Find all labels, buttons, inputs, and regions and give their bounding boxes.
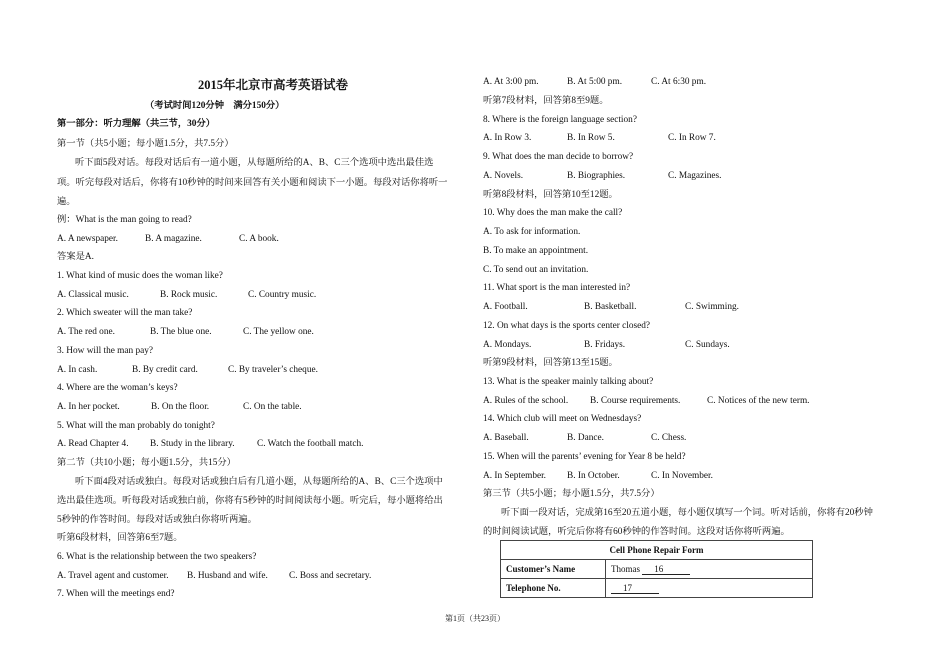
option-b: B. Dance. [567, 433, 604, 443]
option-c: C. In Row 7. [668, 133, 716, 143]
question-13-options [483, 395, 810, 407]
option-a: A. Novels. [483, 171, 524, 181]
section2-instruction-1: 听下面4段对话或独白。每段对话或独白后有几道小题，从每题所给的A、B、C三个选项中 [75, 477, 443, 487]
example-answer: 答案是A. [57, 252, 94, 262]
option-c: C. At 6:30 pm. [651, 77, 707, 87]
question-9-options [483, 170, 721, 182]
section3-heading: 第三节（共5小题；每小题1.5分，共7.5分） [483, 489, 660, 499]
question-1: 1. What kind of music does the woman like? [57, 271, 223, 281]
customer-name-prefix: Thomas [611, 563, 640, 574]
question-14: 14. Which club will meet on Wednesdays? [483, 414, 642, 424]
question-12: 12. On what days is the sports center closed? [483, 321, 651, 331]
question-10: 10. Why does the man make the call? [483, 208, 623, 218]
option-c: C. Chess. [651, 433, 687, 443]
option-a: A. Football. [483, 302, 528, 312]
question-14-options [483, 432, 686, 444]
option-b: B. By credit card. [132, 365, 198, 375]
question-13: 13. What is the speaker mainly talking about? [483, 377, 654, 387]
question-10-option-b: B. To make an appointment. [483, 246, 589, 256]
question-6: 6. What is the relationship between the two speakers? [57, 552, 257, 562]
option-a: A. The red one. [57, 327, 115, 337]
form-label-telephone: Telephone No. [501, 579, 606, 598]
question-1-options [57, 289, 316, 301]
option-b: B. Course requirements. [590, 396, 681, 406]
option-c: C. Country music. [248, 290, 317, 300]
option-c: C. In November. [651, 471, 713, 481]
option-b: B. Husband and wife. [187, 571, 268, 581]
repair-form-table [500, 540, 813, 598]
section2-instruction-2: 选出最佳选项。听每段对话或独白前，你将有5秒钟的时间阅读每小题。听完后，每小题将给出 [57, 496, 443, 506]
question-9: 9. What does the man decide to borrow? [483, 152, 634, 162]
section1-instruction-2: 项。听完每段对话后，你将有10秒钟的时间来回答有关小题和阅读下一小题。每段对话你将听一 [57, 178, 448, 188]
form-row [501, 579, 813, 598]
question-5-options [57, 438, 363, 450]
material-9-heading: 听第9段材料，回答第13至15题。 [483, 358, 618, 368]
option-a: A. At 3:00 pm. [483, 77, 539, 87]
question-15: 15. When will the parents’ evening for Year 8 be held? [483, 452, 686, 462]
option-b: B. The blue one. [150, 327, 212, 337]
question-8-options [483, 132, 716, 144]
question-4: 4. Where are the woman’s keys? [57, 383, 178, 393]
option-c: C. Watch the football match. [257, 439, 364, 449]
blank-16[interactable]: 16 [642, 564, 690, 575]
option-c: C. On the table. [243, 402, 302, 412]
part1-heading: 第一部分：听力理解（共三节，30分） [57, 119, 216, 129]
exam-subtitle: （考试时间120分钟 满分150分） [145, 101, 285, 111]
option-c: C. Notices of the new term. [707, 396, 810, 406]
option-c: C. A book. [239, 234, 279, 244]
option-b: B. Basketball. [584, 302, 637, 312]
section2-heading: 第二节（共10小题；每小题1.5分，共15分） [57, 458, 236, 468]
question-4-options [57, 401, 302, 413]
option-b: B. Biographies. [567, 171, 626, 181]
blank-17[interactable]: 17 [611, 583, 659, 594]
question-6-options [57, 570, 371, 582]
option-a: A. Read Chapter 4. [57, 439, 129, 449]
example-question: 例：What is the man going to read? [57, 215, 192, 225]
question-11-options [483, 301, 739, 313]
option-c: C. The yellow one. [243, 327, 314, 337]
option-c: C. Sundays. [685, 340, 730, 350]
question-11: 11. What sport is the man interested in? [483, 283, 631, 293]
option-a: A. In Row 3. [483, 133, 532, 143]
question-3-options [57, 364, 318, 376]
question-3: 3. How will the man pay? [57, 346, 154, 356]
option-c: C. Swimming. [685, 302, 739, 312]
option-b: B. A magazine. [145, 234, 202, 244]
option-b: B. Fridays. [584, 340, 626, 350]
option-c: C. By traveler’s cheque. [228, 365, 318, 375]
example-options [57, 233, 279, 245]
option-a: A. In cash. [57, 365, 98, 375]
question-2: 2. Which sweater will the man take? [57, 308, 193, 318]
exam-title: 2015年北京市高考英语试卷 [198, 78, 349, 92]
material-8-heading: 听第8段材料，回答第10至12题。 [483, 190, 618, 200]
question-8: 8. Where is the foreign language section? [483, 115, 637, 125]
option-b: B. On the floor. [151, 402, 210, 412]
form-row [501, 560, 813, 579]
question-2-options [57, 326, 314, 338]
form-value-telephone [606, 579, 813, 598]
section1-instruction-3: 遍。 [57, 197, 76, 207]
form-value-customer-name [606, 560, 813, 579]
option-c: C. Magazines. [668, 171, 722, 181]
question-10-option-c: C. To send out an invitation. [483, 265, 589, 275]
question-5: 5. What will the man probably do tonight? [57, 421, 215, 431]
option-a: A. Baseball. [483, 433, 529, 443]
question-7-options [483, 76, 706, 88]
option-b: B. At 5:00 pm. [567, 77, 623, 87]
option-a: A. A newspaper. [57, 234, 118, 244]
section3-instruction-2: 的时间阅读试题，听完后你将有60秒钟的作答时间。这段对话你将听两遍。 [483, 527, 790, 537]
option-a: A. In her pocket. [57, 402, 120, 412]
section1-instruction-1: 听下面5段对话。每段对话后有一道小题，从每题所给的A、B、C三个选项中选出最佳选 [75, 158, 434, 168]
option-c: C. Boss and secretary. [289, 571, 372, 581]
material-7-heading: 听第7段材料，回答第8至9题。 [483, 96, 609, 106]
form-title: Cell Phone Repair Form [501, 541, 813, 560]
option-a: A. Classical music. [57, 290, 129, 300]
question-10-option-a: A. To ask for information. [483, 227, 581, 237]
option-b: B. In Row 5. [567, 133, 615, 143]
option-b: B. In October. [567, 471, 620, 481]
option-a: A. Travel agent and customer. [57, 571, 169, 581]
section1-heading: 第一节（共5小题；每小题1.5分，共7.5分） [57, 139, 234, 149]
question-7: 7. When will the meetings end? [57, 589, 175, 599]
form-label-customer-name: Customer’s Name [501, 560, 606, 579]
section3-instruction-1: 听下面一段对话，完成第16至20五道小题，每小题仅填写一个词。听对话前，你将有20秒钟 [501, 508, 873, 518]
question-12-options [483, 339, 730, 351]
page-footer: 第1页（共23页） [445, 614, 505, 623]
option-a: A. In September. [483, 471, 546, 481]
option-a: A. Mondays. [483, 340, 532, 350]
option-b: B. Rock music. [160, 290, 218, 300]
option-a: A. Rules of the school. [483, 396, 569, 406]
material-6-heading: 听第6段材料，回答第6至7题。 [57, 533, 183, 543]
question-15-options [483, 470, 713, 482]
option-b: B. Study in the library. [150, 439, 235, 449]
section2-instruction-3: 5秒钟的作答时间。每段对话或独白你将听两遍。 [57, 515, 257, 525]
